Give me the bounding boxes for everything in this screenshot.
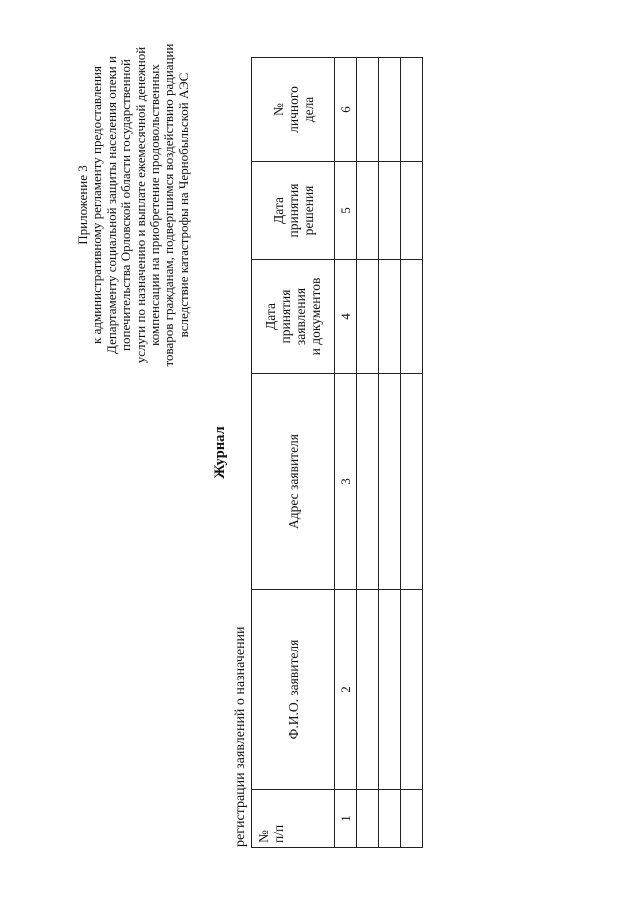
appendix-line: Приложение 3 (75, 165, 90, 245)
header-number: № п/п (252, 790, 335, 848)
table-cell (379, 58, 401, 162)
appendix-line: услуги по назначению и выплате ежемесячной денежной (132, 46, 148, 364)
table-cell (401, 590, 423, 790)
table-cell (379, 260, 401, 374)
table-cell (401, 260, 423, 374)
table-cell: 5 (335, 162, 357, 260)
table-cell (379, 162, 401, 260)
table-row (401, 58, 423, 848)
table-cell (357, 58, 379, 162)
table-cell (401, 162, 423, 260)
journal-subtitle: регистрации заявлений о назначении (233, 626, 248, 847)
appendix-header (76, 5, 191, 405)
table-cell: 6 (335, 58, 357, 162)
table-row (379, 58, 401, 848)
table-cell (357, 162, 379, 260)
table-cell (357, 590, 379, 790)
appendix-line: компенсации на приобретение продовольственных (147, 64, 163, 346)
header-case-number: № личного дела (252, 58, 335, 162)
header-full-name: Ф.И.О. заявителя (252, 590, 335, 790)
table-cell (401, 790, 423, 848)
journal-title: Журнал (212, 426, 228, 479)
journal-table (251, 57, 423, 848)
table-cell (357, 790, 379, 848)
table-cell (379, 374, 401, 590)
header-address: Адрес заявителя (252, 374, 335, 590)
table-cell (357, 260, 379, 374)
appendix-line: товаров гражданам, подвергшимся воздействию радиации (161, 43, 177, 367)
header-decision-date: Дата принятия решения (252, 162, 335, 260)
appendix-line: Департаменту социальной защиты населения опеки и (103, 56, 119, 354)
table-cell: 3 (335, 374, 357, 590)
table-cell: 1 (335, 790, 357, 848)
appendix-line: к административному регламенту предоставления (89, 66, 105, 344)
appendix-line: вследствие катастрофы на Чернобыльской АЭС (175, 72, 191, 338)
table-cell (379, 590, 401, 790)
table-cell: 2 (335, 590, 357, 790)
table-cell (379, 790, 401, 848)
table-row (357, 58, 379, 848)
table-cell (401, 374, 423, 590)
appendix-line: попечительства Орловской области государственной (118, 59, 134, 351)
table-cell: 4 (335, 260, 357, 374)
table-header-row (252, 58, 335, 848)
table-cell (401, 58, 423, 162)
table-body (335, 58, 423, 848)
table-cell (357, 374, 379, 590)
table-row-numbering (335, 58, 357, 848)
header-application-date: Дата принятия заявления и документов (252, 260, 335, 374)
